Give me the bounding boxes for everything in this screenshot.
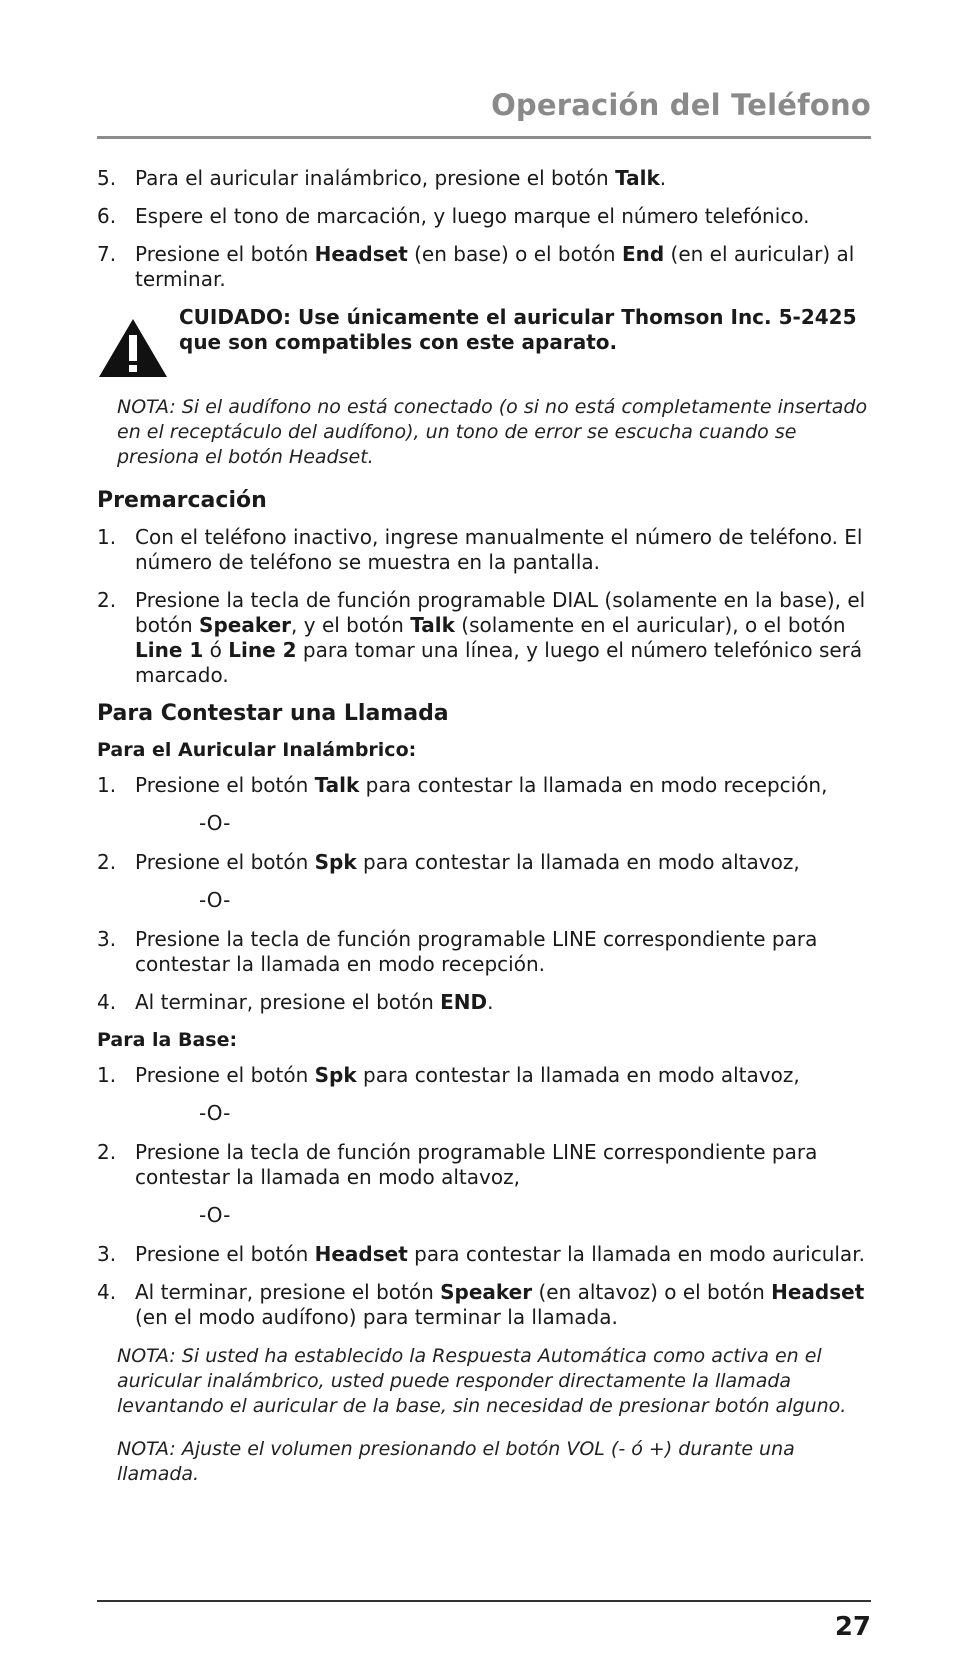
text-run: (solamente en el auricular), o el botón [454, 613, 846, 637]
list-item-text [135, 1063, 871, 1088]
list-item [97, 850, 871, 875]
text-run: para contestar la llamada en modo altavoz, [356, 1063, 800, 1087]
bold-term: Line 1 [135, 638, 204, 662]
list-item-text [135, 927, 871, 977]
list-item-text [135, 1242, 871, 1267]
note-auto-answer: NOTA: Si usted ha establecido la Respuesta Automática como activa en el auricular inalámbrico, usted puede responder directamente la llamada levantando el auricular de la base, sin necesidad de presionar botón alguno. [117, 1345, 847, 1417]
bold-term: Spk [314, 850, 357, 874]
text-run: . [659, 166, 667, 190]
text-run: (en altavoz) o el botón [532, 1280, 772, 1304]
list-item [97, 990, 871, 1015]
page-content [97, 166, 871, 1505]
list-item-number: 3. [97, 927, 117, 951]
list-item-number: 6. [97, 204, 117, 228]
bold-term: Headset [314, 242, 408, 266]
caution-text: CUIDADO: Use únicamente el auricular Thomson Inc. 5-2425 que son compatibles con este aparato. [179, 305, 857, 354]
bold-term: Spk [314, 1063, 357, 1087]
list-item-text [135, 166, 871, 191]
text-run: . [487, 990, 494, 1014]
text-run: Presione el botón [135, 242, 315, 266]
bold-term: Headset [771, 1280, 865, 1304]
list-item-number: 2. [97, 588, 117, 612]
page-header-title: Operación del Teléfono [491, 88, 871, 122]
or-separator: -O- [199, 811, 231, 835]
text-run: ó [203, 638, 229, 662]
list-item [97, 525, 871, 575]
text-run: Presione la tecla de función programable LINE correspondiente para contestar la llamada en modo recepción. [135, 927, 818, 976]
list-item-number: 1. [97, 1063, 117, 1087]
caution-box [97, 305, 871, 379]
list-item [97, 1280, 871, 1330]
text-run: Presione el botón [135, 1063, 315, 1087]
note-volume: NOTA: Ajuste el volumen presionando el botón VOL (- ó +) durante una llamada. [117, 1438, 795, 1485]
list-item-number: 1. [97, 773, 117, 797]
note-headset: NOTA: Si el audífono no está conectado (o si no está completamente insertado en el receptáculo del audífono), un tono de error se escucha cuando se presiona el botón Headset. [117, 396, 868, 468]
or-separator: -O- [199, 1101, 231, 1125]
text-run: (en el auricular) al terminar. [135, 242, 855, 291]
list-item [97, 166, 871, 191]
auricular-steps [97, 773, 871, 1015]
list-item [97, 588, 871, 688]
list-item-number: 4. [97, 990, 117, 1014]
text-run: Presione el botón [135, 850, 315, 874]
footer-rule [97, 1600, 871, 1602]
text-run: Al terminar, presione el botón [135, 1280, 441, 1304]
bold-term: Speaker [199, 613, 292, 637]
text-run: (en el modo audífono) para terminar la llamada. [135, 1305, 618, 1329]
list-item-number: 7. [97, 242, 117, 266]
list-item-text [135, 588, 871, 688]
page-number: 27 [834, 1612, 871, 1642]
bold-term: Speaker [440, 1280, 533, 1304]
text-run: Presione la tecla de función programable DIAL (solamente en la base), el botón [135, 588, 866, 637]
list-item [97, 242, 871, 292]
bold-term: END [440, 990, 488, 1014]
bold-term: Headset [314, 1242, 408, 1266]
text-run: Con el teléfono inactivo, ingrese manualmente el número de teléfono. El número de teléfono se muestra en la pantalla. [135, 525, 863, 574]
text-run: para contestar la llamada en modo auricular. [407, 1242, 865, 1266]
text-run: para contestar la llamada en modo recepción, [359, 773, 828, 797]
bold-term: Talk [410, 613, 455, 637]
text-run: Presione el botón [135, 1242, 315, 1266]
text-run: Presione el botón [135, 773, 315, 797]
premarcacion-steps [97, 525, 871, 688]
text-run: Espere el tono de marcación, y luego marque el número telefónico. [135, 204, 810, 228]
warning-icon [97, 317, 169, 379]
text-run: Al terminar, presione el botón [135, 990, 441, 1014]
list-item [97, 204, 871, 229]
list-item-number: 3. [97, 1242, 117, 1266]
bold-term: End [621, 242, 665, 266]
list-item-text [135, 850, 871, 875]
header-rule [97, 136, 871, 139]
list-item-text [135, 773, 871, 798]
section-heading-premarcacion: Premarcación [97, 488, 267, 513]
list-item-number: 5. [97, 166, 117, 190]
text-run: , y el botón [291, 613, 411, 637]
bold-term: Line 2 [228, 638, 297, 662]
text-run: Presione la tecla de función programable LINE correspondiente para contestar la llamada en modo altavoz, [135, 1140, 818, 1189]
list-item-text [135, 204, 871, 229]
list-item-number: 2. [97, 850, 117, 874]
or-separator: -O- [199, 888, 231, 912]
list-item-number: 4. [97, 1280, 117, 1304]
list-item-text [135, 242, 871, 292]
list-item [97, 927, 871, 977]
list-item-text [135, 525, 871, 575]
text-run: (en base) o el botón [407, 242, 622, 266]
list-item [97, 1140, 871, 1190]
manual-page [97, 0, 871, 1670]
list-item [97, 1242, 871, 1267]
subheading-base: Para la Base: [97, 1029, 238, 1051]
bold-term: Talk [615, 166, 660, 190]
list-item-number: 2. [97, 1140, 117, 1164]
text-run: para tomar una línea, y luego el número telefónico será marcado. [135, 638, 863, 687]
subheading-auricular: Para el Auricular Inalámbrico: [97, 739, 417, 761]
list-item [97, 1063, 871, 1088]
list-item-text [135, 1280, 871, 1330]
bold-term: Talk [314, 773, 360, 797]
base-steps [97, 1063, 871, 1330]
section-heading-contestar: Para Contestar una Llamada [97, 701, 449, 726]
steps-top [97, 166, 871, 292]
text-run: Para el auricular inalámbrico, presione el botón [135, 166, 616, 190]
list-item-text [135, 990, 871, 1015]
text-run: para contestar la llamada en modo altavoz, [356, 850, 800, 874]
list-item-number: 1. [97, 525, 117, 549]
or-separator: -O- [199, 1203, 231, 1227]
list-item-text [135, 1140, 871, 1190]
list-item [97, 773, 871, 798]
